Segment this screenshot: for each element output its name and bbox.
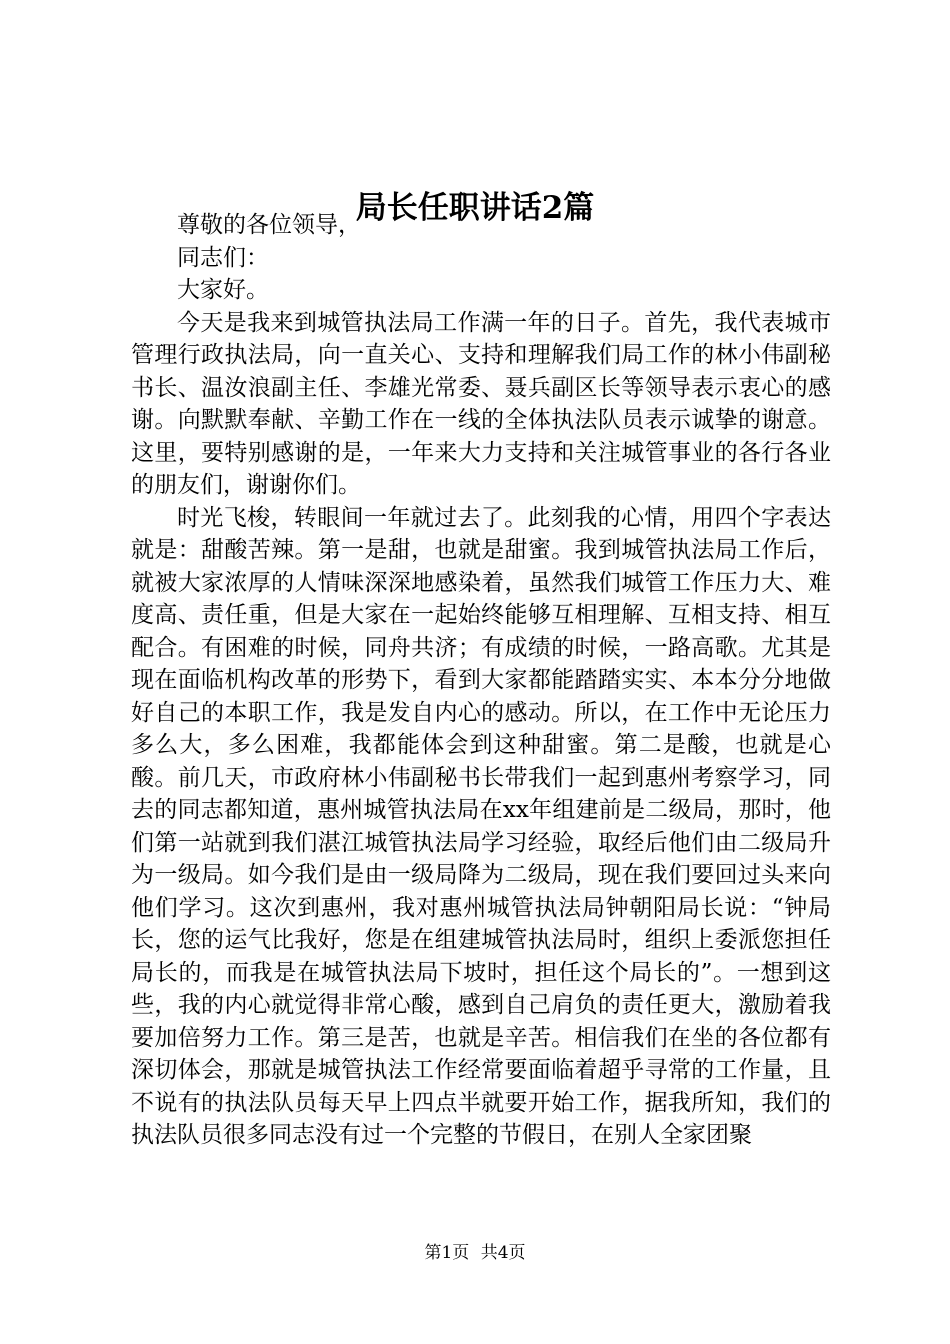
- salutation-leaders: 尊敬的各位领导，: [177, 212, 361, 238]
- document-title: 局长任职讲话2篇: [355, 190, 595, 226]
- paragraph-thanks: 今天是我来到城管执法局工作满一年的日子。首先，我代表城市管理行政执法局，向一直关心、支持和理解我们局工作的林小伟副秘书长、温汝浪副主任、李雄光常委、聂兵副区长等领导表示衷心的感谢。向默默奉献、辛勤工作在一线的全体执法队员表示诚挚的谢意。这里，要特别感谢的是，一年来大力支持和关注城管事业的各行各业的朋友们，谢谢你们。: [131, 309, 831, 498]
- greeting: 大家好。: [177, 277, 269, 303]
- page-footer: [0, 1242, 950, 1264]
- page-total: 共4页: [480, 1243, 526, 1263]
- paragraph-reflection: 时光飞梭，转眼间一年就过去了。此刻我的心情，用四个字表达就是：甜酸苦辣。第一是甜，也就是甜蜜。我到城管执法局工作后，就被大家浓厚的人情味深深地感染着，虽然我们城管工作压力大、难度高、责任重，但是大家在一起始终能够互相理解、互相支持、相互配合。有困难的时候，同舟共济；有成绩的时候，一路高歌。尤其是现在面临机构改革的形势下，看到大家都能踏踏实实、本本分分地做好自己的本职工作，我是发自内心的感动。所以，在工作中无论压力多么大，多么困难，我都能体会到这种甜蜜。第二是酸，也就是心酸。前几天，市政府林小伟副秘书长带我们一起到惠州考察学习，同去的同志都知道，惠州城管执法局在xx年组建前是二级局，那时，他们第一站就到我们湛江城管执法局学习经验，取经后他们由二级局升为一级局。如今我们是由一级局降为二级局，现在我们要回过头来向他们学习。这次到惠州，我对惠州城管执法局钟朝阳局长说：“钟局长，您的运气比我好，您是在组建城管执法局时，组织上委派您担任局长的，而我是在城管执法局下坡时，担任这个局长的”。一想到这些，我的内心就觉得非常心酸，感到自己肩负的责任更大，激励着我要加倍努力工作。第三是苦，也就是辛苦。相信我们在坐的各位都有深切体会，那就是城管执法工作经常要面临着超乎寻常的工作量，且不说有的执法队员每天早上四点半就要开始工作，据我所知，我们的执法队员很多同志没有过一个完整的节假日，在别人全家团聚: [131, 504, 831, 1148]
- page-number: 第1页: [424, 1243, 470, 1263]
- document-body: [131, 209, 831, 1152]
- salutation-comrades: 同志们：: [177, 244, 269, 271]
